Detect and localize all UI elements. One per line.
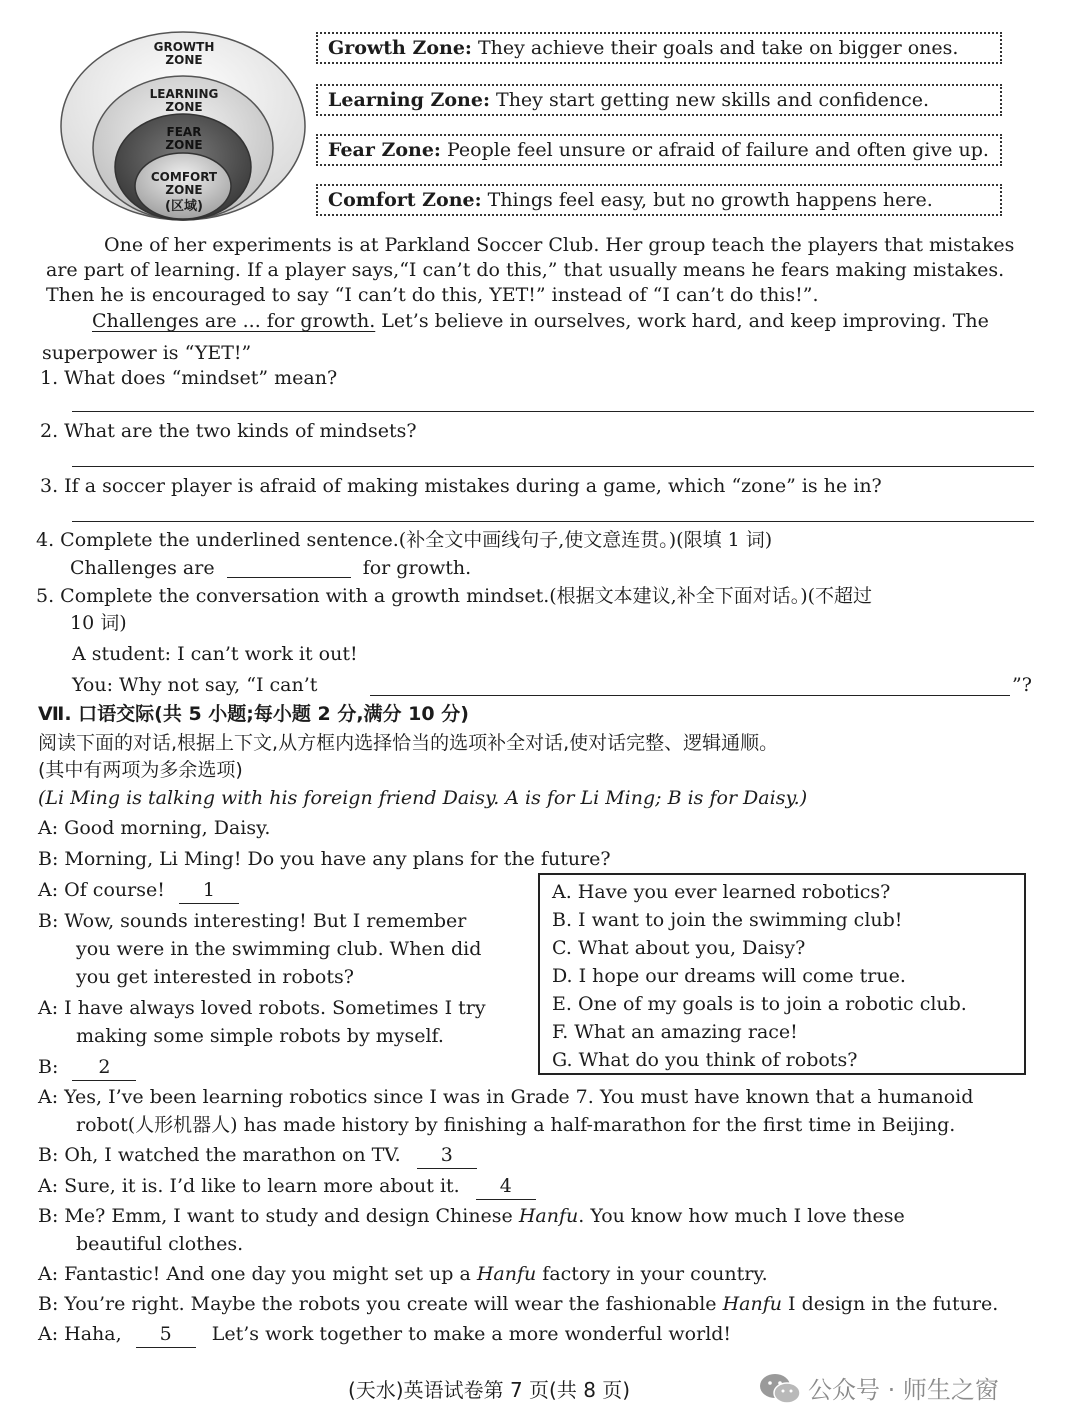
passage-line xyxy=(92,308,989,334)
dialogue-text: A: Of course! xyxy=(38,879,165,901)
dialogue-line: A: I have always loved robots. Sometimes I try xyxy=(38,997,486,1019)
page-footer: (天水)英语试卷第 7 页(共 8 页) xyxy=(348,1378,631,1402)
q5-answer-line[interactable] xyxy=(370,695,1010,696)
comfort-zone-label: COMFORT ZONE xyxy=(150,170,218,197)
question-1: 1. What does “mindset” mean? xyxy=(40,367,338,389)
passage-line: are part of learning. If a player says,“I can’t do this,” that usually means he fears making mistakes. xyxy=(46,259,1005,281)
dialogue-text: B: Oh, I watched the marathon on TV. xyxy=(38,1144,401,1166)
learning-zone-label: LEARNING ZONE xyxy=(149,87,219,114)
passage-line: One of her experiments is at Parkland Soccer Club. Her group teach the players that mistakes xyxy=(104,234,1015,256)
hanfu-word: Hanfu xyxy=(518,1205,579,1227)
q5-end: ”? xyxy=(1012,674,1032,696)
q4-blank[interactable] xyxy=(227,557,351,578)
dialogue-line: you get interested in robots? xyxy=(76,966,354,988)
section-7-heading: Ⅶ. 口语交际(共 5 小题;每小题 2 分,满分 10 分) xyxy=(38,703,469,725)
passage-text: Let’s believe in ourselves, work hard, and keep improving. The xyxy=(375,310,989,332)
zone-name: Comfort Zone: xyxy=(328,189,482,211)
zone-name: Learning Zone: xyxy=(328,89,490,111)
dialogue-line: robot(人形机器人) has made history by finishing a half-marathon for the first time in Beijing. xyxy=(76,1114,956,1136)
blank-4[interactable]: 4 xyxy=(476,1173,536,1200)
blank-3[interactable]: 3 xyxy=(417,1142,477,1169)
dialogue-text: B: xyxy=(38,1056,59,1078)
options-box xyxy=(538,873,1026,1075)
zone-name: Fear Zone: xyxy=(328,139,441,161)
option-f[interactable]: F. What an amazing race! xyxy=(552,1021,798,1043)
fear-zone-label: FEAR ZONE xyxy=(165,125,203,152)
dialogue-line: making some simple robots by myself. xyxy=(76,1025,444,1047)
dialogue-line xyxy=(38,1321,731,1348)
answer-line-2[interactable] xyxy=(72,466,1034,467)
q5-student-line: A student: I can’t work it out! xyxy=(72,643,358,665)
dialogue-line xyxy=(38,1142,477,1169)
dialogue-line xyxy=(38,1203,905,1229)
dialogue-text: Let’s work together to make a more wonderful world! xyxy=(211,1323,732,1345)
dialogue-line xyxy=(38,1291,998,1317)
dialogue-line xyxy=(38,1173,536,1200)
dialogue-text: . You know how much I love these xyxy=(578,1205,905,1227)
section-7-context: (Li Ming is talking with his foreign friend Daisy. A is for Li Ming; B is for Daisy.) xyxy=(38,787,808,809)
option-c[interactable]: C. What about you, Daisy? xyxy=(552,937,806,959)
section-7-instruction-2: (其中有两项为多余选项) xyxy=(38,759,243,781)
hanfu-word: Hanfu xyxy=(722,1293,782,1315)
dialogue-line: A: Good morning, Daisy. xyxy=(38,817,271,839)
question-5-cont: 10 词) xyxy=(70,612,127,634)
learning-zone-box xyxy=(316,84,1002,116)
blank-1[interactable]: 1 xyxy=(179,877,239,904)
dialogue-line xyxy=(38,1261,768,1287)
zone-desc: People feel unsure or afraid of failure and often give up. xyxy=(440,139,989,161)
dialogue-line xyxy=(38,877,239,904)
q5-you-line: You: Why not say, “I can’t xyxy=(72,674,318,696)
question-3: 3. If a soccer player is afraid of making mistakes during a game, which “zone” is he in? xyxy=(40,475,882,497)
answer-line-3[interactable] xyxy=(72,521,1034,522)
growth-zone-box xyxy=(316,32,1002,64)
dialogue-line: B: Wow, sounds interesting! But I remember xyxy=(38,910,467,932)
question-5: 5. Complete the conversation with a growth mindset.(根据文本建议,补全下面对话。)(不超过 xyxy=(36,585,873,607)
option-e[interactable]: E. One of my goals is to join a robotic club. xyxy=(552,993,967,1015)
wechat-icon xyxy=(758,1372,802,1406)
dialogue-line: A: Yes, I’ve been learning robotics since I was in Grade 7. You must have known that a humanoid xyxy=(38,1086,974,1108)
watermark: 公众号 · 师生之窗 xyxy=(808,1376,999,1404)
question-4-blank-line xyxy=(70,555,471,581)
dialogue-line xyxy=(38,1054,136,1081)
zone-desc: They achieve their goals and take on bigger ones. xyxy=(471,37,959,59)
option-a[interactable]: A. Have you ever learned robotics? xyxy=(552,881,891,903)
option-d[interactable]: D. I hope our dreams will come true. xyxy=(552,965,906,987)
dialogue-line: you were in the swimming club. When did xyxy=(76,938,482,960)
blank-5[interactable]: 5 xyxy=(136,1321,196,1348)
hanfu-word: Hanfu xyxy=(476,1263,537,1285)
dialogue-line: B: Morning, Li Ming! Do you have any plans for the future? xyxy=(38,848,611,870)
zone-desc: Things feel easy, but no growth happens here. xyxy=(481,189,933,211)
dialogue-text: A: Sure, it is. I’d like to learn more about it. xyxy=(38,1175,460,1197)
fear-zone-box xyxy=(316,134,1002,166)
answer-line-1[interactable] xyxy=(72,411,1034,412)
dialogue-text: A: Haha, xyxy=(38,1323,122,1345)
dialogue-line: beautiful clothes. xyxy=(76,1233,244,1255)
comfort-zone-box xyxy=(316,184,1002,216)
q4-suffix: for growth. xyxy=(362,557,472,579)
section-7-instruction: 阅读下面的对话,根据上下文,从方框内选择恰当的选项补全对话,使对话完整、逻辑通顺。 xyxy=(38,732,779,754)
dialogue-text: A: Fantastic! And one day you might set up a xyxy=(38,1263,477,1285)
comfort-zone-cn: (区域) xyxy=(165,199,203,214)
growth-zone-label: GROWTH ZONE xyxy=(153,40,215,67)
passage-line: Then he is encouraged to say “I can’t do this, YET!” instead of “I can’t do this!”. xyxy=(46,284,819,306)
underlined-sentence: Challenges are ... for growth. xyxy=(92,310,376,332)
option-b[interactable]: B. I want to join the swimming club! xyxy=(552,909,903,931)
dialogue-text: B: Me? Emm, I want to study and design Chinese xyxy=(38,1205,519,1227)
passage-line: superpower is “YET!” xyxy=(42,342,252,364)
q4-prefix: Challenges are xyxy=(70,557,215,579)
option-g[interactable]: G. What do you think of robots? xyxy=(552,1049,858,1071)
question-2: 2. What are the two kinds of mindsets? xyxy=(40,420,417,442)
dialogue-text: B: You’re right. Maybe the robots you create will wear the fashionable xyxy=(38,1293,723,1315)
question-4: 4. Complete the underlined sentence.(补全文中画线句子,使文意连贯。)(限填 1 词) xyxy=(36,529,773,551)
zone-name: Growth Zone: xyxy=(328,37,472,59)
dialogue-text: I design in the future. xyxy=(781,1293,999,1315)
zone-desc: They start getting new skills and confidence. xyxy=(489,89,930,111)
dialogue-text: factory in your country. xyxy=(536,1263,768,1285)
blank-2[interactable]: 2 xyxy=(72,1054,136,1081)
